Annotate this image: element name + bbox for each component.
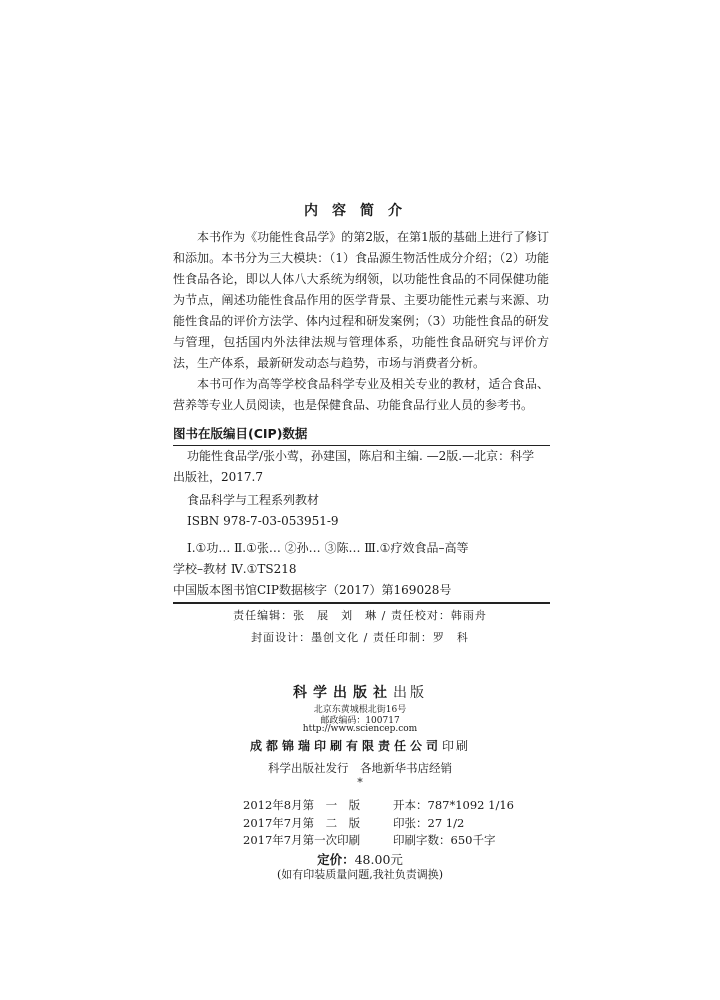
- publisher-postcode: 邮政编码：100717: [320, 716, 400, 726]
- cip-line: 功能性食品学/张小莺，孙建国，陈启和主编. —2版.—北京：科学: [187, 449, 535, 463]
- edition-spec: 印刷字数：650千字: [393, 833, 496, 847]
- publisher-website: http://www.sciencep.com: [302, 724, 418, 734]
- separator-star: *: [357, 776, 363, 789]
- summary-title: 内容简介: [304, 203, 416, 219]
- edition-spec: 印张：27 1/2: [393, 816, 465, 830]
- printer-line: [0, 737, 720, 754]
- cip-record: 中国版本图书馆CIP数据核字（2017）第169028号: [173, 583, 452, 597]
- staff-line: 封面设计：墨创文化 / 责任印制：罗 科: [251, 631, 469, 644]
- publisher-suffix: 出版: [393, 685, 427, 701]
- publisher-address: 北京东黄城根北街16号: [313, 705, 407, 715]
- edition-date: 2012年8月第 一 版: [243, 798, 361, 812]
- distribution-line: 科学出版社发行 各地新华书店经销: [268, 761, 452, 775]
- price-value: 48.00元: [354, 852, 403, 867]
- staff-line: 责任编辑：张 展 刘 琳 / 责任校对：韩雨舟: [233, 609, 487, 622]
- edition-row: [243, 815, 464, 831]
- quality-note: (如有印装质量问题,我社负责调换): [276, 868, 444, 881]
- cip-bottom-rule: [173, 602, 550, 604]
- edition-spec: 开本：787*1092 1/16: [393, 798, 514, 812]
- summary-paragraph: 本书作为《功能性食品学》的第2版，在第1版的基础上进行了修订和添加。本书分为三大模块：（1）食品源生物活性成分介绍；（2）功能性食品各论，即以人体八大系统为纲领，以功能性食品的不同保健功能为节点，阐述功能性食品作用的医学背景、主要功能性元素与来源、功能性食品的评价方法学、体内过程和研发案例；（3）功能性食品的研发与管理，包括国内外法律法规与管理体系，功能性食品研究与评价方法，生产体系，最新研发动态与趋势，市场与消费者分析。: [173, 230, 549, 370]
- printer-suffix: 印刷: [442, 739, 471, 753]
- publisher-name: 科学出版社: [293, 685, 393, 701]
- summary-paragraph: 本书可作为高等学校食品科学专业及相关专业的教材，适合食品、营养等专业人员阅读，也是保健食品、功能食品行业人员的参考书。: [173, 377, 549, 412]
- summary-body: [173, 227, 549, 416]
- cip-heading: 图书在版编目(CIP)数据: [173, 426, 308, 441]
- edition-date: 2017年7月第 二 版: [243, 816, 361, 830]
- edition-row: [243, 832, 495, 848]
- cip-line: 食品科学与工程系列教材: [187, 493, 320, 507]
- cip-line: Ⅰ.①功… Ⅱ.①张… ②孙… ③陈… Ⅲ.①疗效食品–高等: [187, 541, 469, 555]
- edition-row: [243, 797, 514, 813]
- publisher-line: [0, 682, 720, 702]
- price-label: 定价：: [317, 852, 355, 867]
- cip-line: 出版社，2017.7: [173, 470, 263, 484]
- edition-date: 2017年7月第一次印刷: [243, 833, 361, 847]
- cip-line: 学校–教材 Ⅳ.①TS218: [173, 562, 297, 576]
- printer-name: 成都锦瑞印刷有限责任公司: [249, 739, 442, 753]
- cip-line: ISBN 978-7-03-053951-9: [187, 514, 339, 528]
